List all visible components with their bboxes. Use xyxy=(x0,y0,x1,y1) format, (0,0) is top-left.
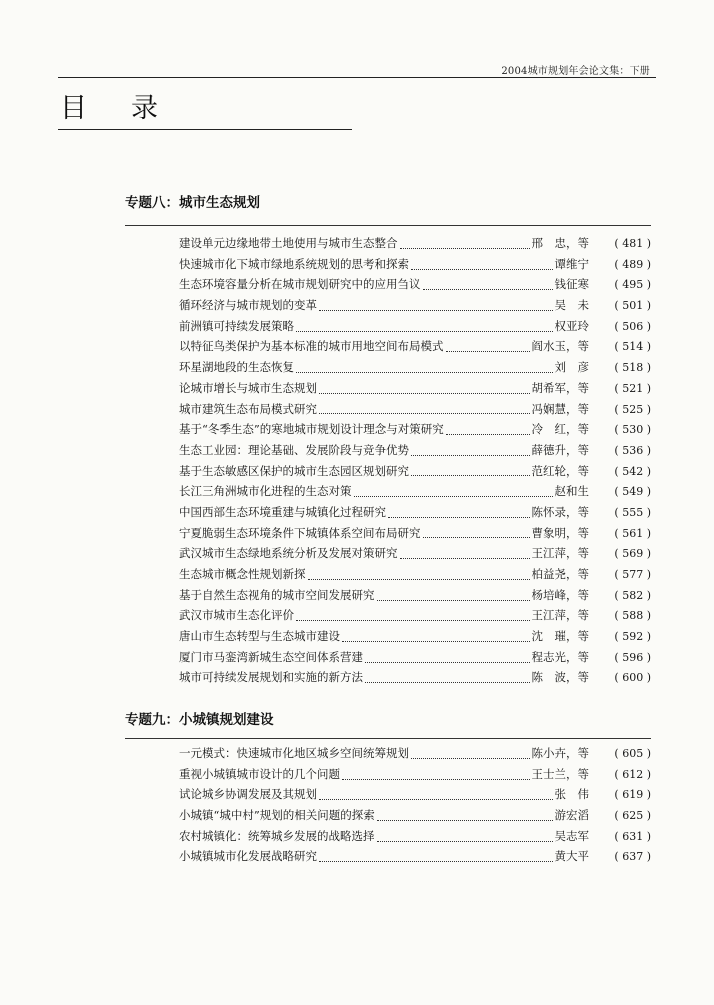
toc-entry-title: 基于“冬季生态”的寒地城市规划设计理念与对策研究 xyxy=(179,422,444,437)
toc-leader-dots xyxy=(400,248,530,249)
toc-entry-page: ( 530 ) xyxy=(614,423,651,437)
header-rule xyxy=(58,77,656,78)
section-heading-9: 专题九：小城镇规划建设 xyxy=(125,712,274,728)
running-header: 2004城市规划年会论文集：下册 xyxy=(501,66,650,77)
toc-entry xyxy=(179,401,651,422)
toc-entry-author: 沈 璀，等 xyxy=(531,629,589,644)
toc-entry xyxy=(179,607,651,628)
toc-entry-title: 城市建筑生态布局模式研究 xyxy=(179,401,317,416)
toc-entry-author: 邢 忠，等 xyxy=(531,236,589,250)
toc-entry-author: 陈小卉，等 xyxy=(531,746,589,760)
toc-entry xyxy=(179,318,651,339)
toc-entry-page: ( 596 ) xyxy=(614,650,651,664)
toc-leader-dots xyxy=(411,475,530,476)
toc-entry xyxy=(179,848,651,869)
toc-entry-page: ( 542 ) xyxy=(614,464,651,478)
toc-entry-title: 长江三角洲城市化进程的生态对策 xyxy=(179,484,352,499)
toc-entry-page: ( 536 ) xyxy=(614,443,651,457)
page-title: 目录 xyxy=(60,93,202,124)
toc-entry-author: 谭维宁 xyxy=(554,256,589,271)
toc-leader-dots xyxy=(377,841,553,842)
toc-leader-dots xyxy=(296,372,553,373)
toc-leader-dots xyxy=(319,799,553,800)
toc-leader-dots xyxy=(365,682,530,683)
toc-list-section-9 xyxy=(179,745,651,869)
toc-entry xyxy=(179,276,651,297)
toc-entry-page: ( 506 ) xyxy=(614,319,651,333)
toc-entry xyxy=(179,545,651,566)
toc-entry xyxy=(179,669,651,690)
toc-entry-author: 范红轮，等 xyxy=(531,463,589,478)
toc-entry xyxy=(179,442,651,463)
toc-entry-author: 胡希军，等 xyxy=(531,380,589,395)
toc-entry xyxy=(179,338,651,359)
toc-list-section-8 xyxy=(179,235,651,690)
toc-leader-dots xyxy=(377,600,530,601)
toc-entry-page: ( 555 ) xyxy=(614,505,651,519)
toc-entry-title: 生态工业园：理论基础、发展阶段与竞争优势 xyxy=(179,442,409,457)
toc-entry-page: ( 549 ) xyxy=(614,485,651,499)
toc-entry xyxy=(179,807,651,828)
toc-entry xyxy=(179,566,651,587)
toc-entry-author: 黄大平 xyxy=(554,849,589,864)
toc-entry xyxy=(179,421,651,442)
toc-entry-author: 权亚玲 xyxy=(554,318,589,333)
toc-entry xyxy=(179,359,651,380)
toc-leader-dots xyxy=(411,455,530,456)
toc-entry-author: 柏益尧，等 xyxy=(531,567,589,581)
toc-entry-author: 钱征寒 xyxy=(554,277,589,292)
toc-entry-page: ( 625 ) xyxy=(614,809,651,823)
toc-entry-page: ( 600 ) xyxy=(614,671,651,685)
toc-entry-title: 一元模式：快速城市化地区城乡空间统筹规划 xyxy=(179,746,409,760)
toc-entry-title: 以特征鸟类保护为基本标准的城市用地空间布局模式 xyxy=(179,339,444,354)
toc-entry-title: 城市可持续发展规划和实施的新方法 xyxy=(179,670,363,685)
toc-leader-dots xyxy=(319,861,553,862)
toc-entry-page: ( 525 ) xyxy=(614,402,651,416)
toc-entry-author: 薛德升，等 xyxy=(531,442,589,457)
toc-entry xyxy=(179,828,651,849)
toc-entry-page: ( 605 ) xyxy=(614,747,651,760)
toc-leader-dots xyxy=(296,620,530,621)
toc-entry-page: ( 481 ) xyxy=(614,237,651,250)
section-rule-9 xyxy=(125,738,651,739)
toc-entry-author: 陈 波，等 xyxy=(531,670,589,685)
toc-entry-page: ( 612 ) xyxy=(614,767,651,781)
toc-entry-title: 唐山市生态转型与生态城市建设 xyxy=(179,629,340,644)
section-rule-8 xyxy=(125,225,651,226)
toc-entry-page: ( 501 ) xyxy=(614,299,651,313)
toc-entry-title: 武汉城市生态绿地系统分析及发展对策研究 xyxy=(179,546,398,561)
toc-entry-title: 循环经济与城市规划的变革 xyxy=(179,298,317,313)
toc-entry-title: 农村城镇化：统筹城乡发展的战略选择 xyxy=(179,828,375,843)
toc-leader-dots xyxy=(319,393,530,394)
toc-entry-author: 曹象明，等 xyxy=(531,525,589,540)
toc-leader-dots xyxy=(308,579,530,580)
toc-entry xyxy=(179,786,651,807)
toc-entry-page: ( 518 ) xyxy=(614,361,651,375)
toc-entry-author: 吴志军 xyxy=(554,828,589,843)
toc-entry xyxy=(179,587,651,608)
title-rule xyxy=(58,129,352,130)
toc-entry-author: 游宏滔 xyxy=(554,808,589,823)
toc-entry-page: ( 561 ) xyxy=(614,526,651,540)
toc-entry xyxy=(179,745,651,766)
toc-entry-author: 冯娴慧，等 xyxy=(531,401,589,416)
toc-entry-title: 建设单元边缘地带土地使用与城市生态整合 xyxy=(179,236,398,250)
toc-leader-dots xyxy=(296,331,553,332)
toc-entry-title: 宁夏脆弱生态环境条件下城镇体系空间布局研究 xyxy=(179,525,421,540)
toc-entry-title: 武汉市城市生态化评价 xyxy=(179,608,294,623)
toc-leader-dots xyxy=(354,496,553,497)
toc-entry-author: 阎水玉，等 xyxy=(531,339,589,354)
toc-entry-page: ( 514 ) xyxy=(614,340,651,354)
toc-entry-title: 环星湖地段的生态恢复 xyxy=(179,360,294,375)
toc-entry-title: 论城市增长与城市生态规划 xyxy=(179,380,317,395)
toc-entry xyxy=(179,628,651,649)
toc-leader-dots xyxy=(388,517,530,518)
toc-entry xyxy=(179,297,651,318)
toc-entry-title: 快速城市化下城市绿地系统规划的思考和探索 xyxy=(179,256,409,271)
toc-entry-title: 前洲镇可持续发展策略 xyxy=(179,318,294,333)
toc-entry xyxy=(179,525,651,546)
toc-entry xyxy=(179,649,651,670)
toc-entry-author: 程志光，等 xyxy=(531,649,589,664)
toc-entry-page: ( 521 ) xyxy=(614,381,651,395)
section-heading-8: 专题八：城市生态规划 xyxy=(125,195,260,211)
toc-entry-author: 王江萍，等 xyxy=(531,546,589,561)
toc-entry-author: 吴 未 xyxy=(554,298,589,313)
toc-leader-dots xyxy=(446,434,530,435)
toc-entry xyxy=(179,504,651,525)
toc-entry-title: 试论城乡协调发展及其规划 xyxy=(179,787,317,802)
toc-entry-title: 厦门市马銮湾新城生态空间体系营建 xyxy=(179,649,363,664)
toc-entry-page: ( 489 ) xyxy=(614,257,651,271)
toc-entry-title: 基于自然生态视角的城市空间发展研究 xyxy=(179,587,375,602)
toc-entry-title: 重视小城镇城市设计的几个问题 xyxy=(179,766,340,781)
toc-entry-author: 赵和生 xyxy=(554,484,589,499)
toc-entry xyxy=(179,256,651,277)
toc-entry-author: 王士兰，等 xyxy=(531,766,589,781)
toc-entry-page: ( 637 ) xyxy=(614,850,651,864)
toc-entry-author: 冷 红，等 xyxy=(531,422,589,437)
toc-leader-dots xyxy=(400,558,530,559)
toc-leader-dots xyxy=(411,758,530,759)
toc-leader-dots xyxy=(342,641,530,642)
toc-entry-title: 中国西部生态环境重建与城镇化过程研究 xyxy=(179,504,386,519)
toc-leader-dots xyxy=(365,662,530,663)
toc-entry-title: 生态城市概念性规划新探 xyxy=(179,567,306,581)
toc-entry-title: 基于生态敏感区保护的城市生态园区规划研究 xyxy=(179,463,409,478)
toc-entry-title: 小城镇“城中村”规划的相关问题的探索 xyxy=(179,808,375,823)
toc-leader-dots xyxy=(319,413,530,414)
toc-entry-page: ( 569 ) xyxy=(614,547,651,561)
toc-entry xyxy=(179,380,651,401)
toc-entry-author: 张 伟 xyxy=(554,787,589,802)
toc-entry xyxy=(179,766,651,787)
toc-entry-page: ( 577 ) xyxy=(614,568,651,581)
toc-entry-page: ( 582 ) xyxy=(614,588,651,602)
toc-entry xyxy=(179,463,651,484)
toc-leader-dots xyxy=(377,820,553,821)
toc-leader-dots xyxy=(423,537,530,538)
toc-entry-page: ( 592 ) xyxy=(614,630,651,644)
toc-leader-dots xyxy=(423,289,553,290)
toc-leader-dots xyxy=(342,779,530,780)
toc-entry-author: 刘 彦 xyxy=(554,360,589,375)
toc-entry xyxy=(179,483,651,504)
toc-entry-page: ( 495 ) xyxy=(614,278,651,292)
toc-entry xyxy=(179,235,651,256)
toc-entry-page: ( 619 ) xyxy=(614,788,651,802)
toc-entry-author: 杨培峰，等 xyxy=(531,587,589,602)
toc-leader-dots xyxy=(319,310,553,311)
toc-entry-title: 小城镇城市化发展战略研究 xyxy=(179,849,317,864)
toc-entry-author: 王江萍，等 xyxy=(531,608,589,623)
toc-entry-page: ( 631 ) xyxy=(614,829,651,843)
toc-leader-dots xyxy=(411,269,553,270)
toc-entry-title: 生态环境容量分析在城市规划研究中的应用刍议 xyxy=(179,277,421,292)
toc-leader-dots xyxy=(446,351,530,352)
toc-entry-page: ( 588 ) xyxy=(614,609,651,623)
toc-entry-author: 陈怀录，等 xyxy=(531,504,589,519)
